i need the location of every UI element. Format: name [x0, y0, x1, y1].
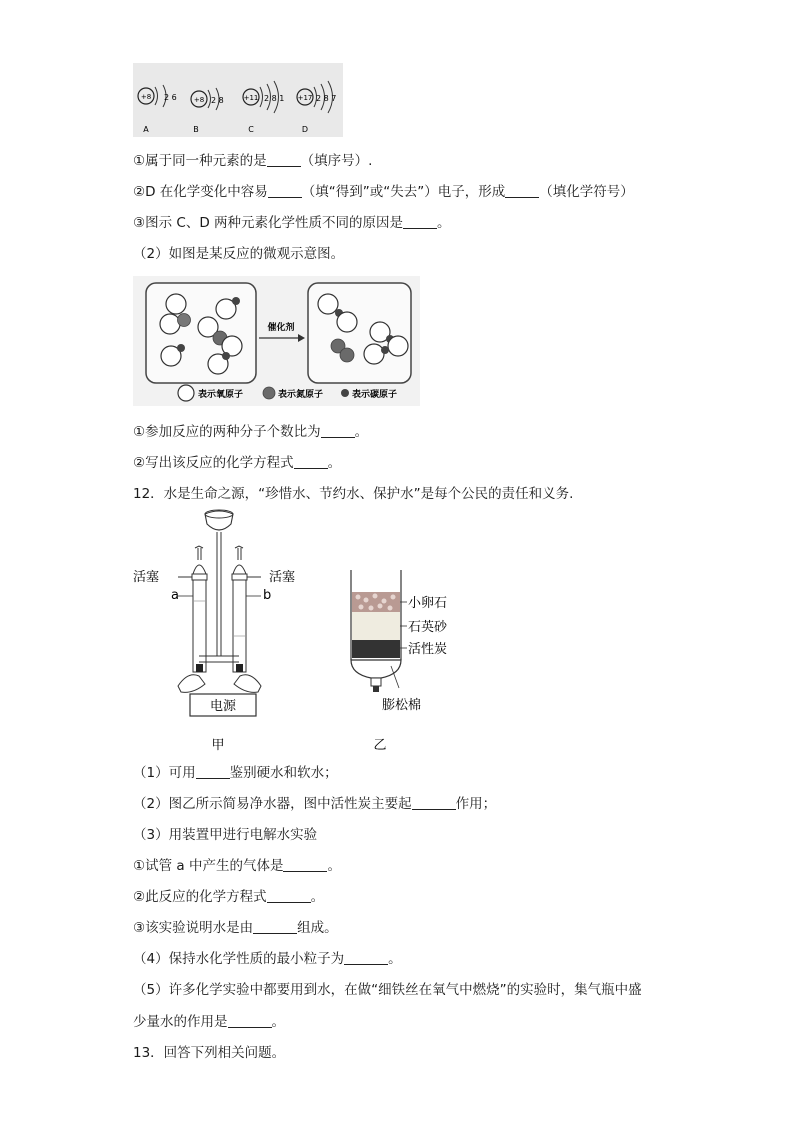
right-valve-label: 活塞 [269, 570, 296, 585]
tube-b-label: b [263, 588, 272, 603]
q12-title: 12．水是生命之源，“珍惜水、节约水、保护水”是每个公民的责任和义务. [133, 486, 574, 502]
electrolysis-apparatus [133, 506, 308, 756]
quartz-sand-label: 石英砂 [408, 620, 448, 635]
figure-caption-yi: 乙 [373, 738, 387, 753]
q11-item-2: ②D 在化学变化中容易 （填“得到”或“失去”）电子，形成 （填化学符号） [133, 184, 634, 200]
q12-item-3-2: ②此反应的化学方程式 。 [133, 889, 325, 905]
q11-part-2: （2）如图是某反应的微观示意图。 [133, 246, 345, 262]
answer-blank[interactable] [283, 857, 327, 872]
q13-title: 13．回答下列相关问题。 [133, 1045, 286, 1061]
q12-item-3-1: ①试管 a 中产生的气体是 。 [133, 858, 341, 874]
svg-text:表示氮原子: 表示氮原子 [278, 390, 324, 400]
q12-item-3: （3）用装置甲进行电解水实验 [133, 827, 318, 843]
reaction-diagram [133, 276, 420, 406]
left-valve-label: 活塞 [133, 570, 160, 585]
q12-item-5-line-1: （5）许多化学实验中都要用到水，在做“细铁丝在氧气中燃烧”的实验时，集气瓶中盛 [133, 982, 642, 998]
svg-text:表示氧原子: 表示氧原子 [198, 390, 244, 400]
answer-blank[interactable] [253, 919, 297, 934]
answer-blank[interactable] [268, 183, 302, 198]
answer-blank[interactable] [267, 152, 301, 167]
answer-blank[interactable] [267, 888, 311, 903]
svg-text:+8: +8 [140, 93, 152, 101]
answer-blank[interactable] [505, 183, 539, 198]
svg-text:C: C [248, 125, 254, 134]
svg-text:A: A [143, 125, 149, 134]
q12-item-1: （1）可用 鉴别硬水和软水； [133, 765, 338, 781]
atom-structure-figure [133, 63, 343, 137]
activated-carbon-label: 活性炭 [408, 642, 448, 657]
svg-text:2 6: 2 6 [164, 93, 177, 102]
q12-item-3-3: ③该实验说明水是由 组成。 [133, 920, 338, 936]
answer-blank[interactable] [228, 1013, 272, 1028]
svg-text:催化剂: 催化剂 [267, 323, 295, 333]
answer-blank[interactable] [321, 423, 355, 438]
q11-r-item-1: ①参加反应的两种分子个数比为 。 [133, 424, 369, 440]
q11-r-item-2: ②写出该反应的化学方程式 。 [133, 455, 342, 471]
figure-caption-jia: 甲 [211, 738, 225, 753]
svg-text:2 8 1: 2 8 1 [264, 94, 285, 103]
pebble-label: 小卵石 [408, 596, 448, 611]
q11-item-1: ①属于同一种元素的是 （填序号）. [133, 153, 373, 169]
svg-text:+11: +11 [243, 94, 259, 102]
q12-item-5-line-2: 少量水的作用是 。 [133, 1014, 285, 1030]
svg-text:表示碳原子: 表示碳原子 [352, 390, 398, 400]
water-purifier-apparatus [335, 566, 485, 756]
tube-a-label: a [171, 588, 179, 603]
answer-blank[interactable] [403, 214, 437, 229]
answer-blank[interactable] [196, 764, 230, 779]
power-supply-label: 电源 [209, 699, 237, 714]
svg-text:2 8 7: 2 8 7 [316, 94, 337, 103]
q12-item-2: （2）图乙所示简易净水器，图中活性炭主要起 作用； [133, 796, 497, 812]
svg-text:+8: +8 [193, 96, 205, 104]
svg-text:+17: +17 [297, 94, 313, 102]
answer-blank[interactable] [344, 950, 388, 965]
svg-text:2 8: 2 8 [211, 96, 224, 105]
answer-blank[interactable] [294, 454, 328, 469]
q11-item-3: ③图示 C、D 两种元素化学性质不同的原因是 。 [133, 215, 451, 231]
q12-item-4: （4）保持水化学性质的最小粒子为 。 [133, 951, 402, 967]
cotton-label: 膨松棉 [382, 698, 422, 713]
svg-text:B: B [193, 125, 199, 134]
co-molecule [166, 294, 186, 314]
svg-text:D: D [301, 125, 309, 134]
answer-blank[interactable] [412, 795, 456, 810]
